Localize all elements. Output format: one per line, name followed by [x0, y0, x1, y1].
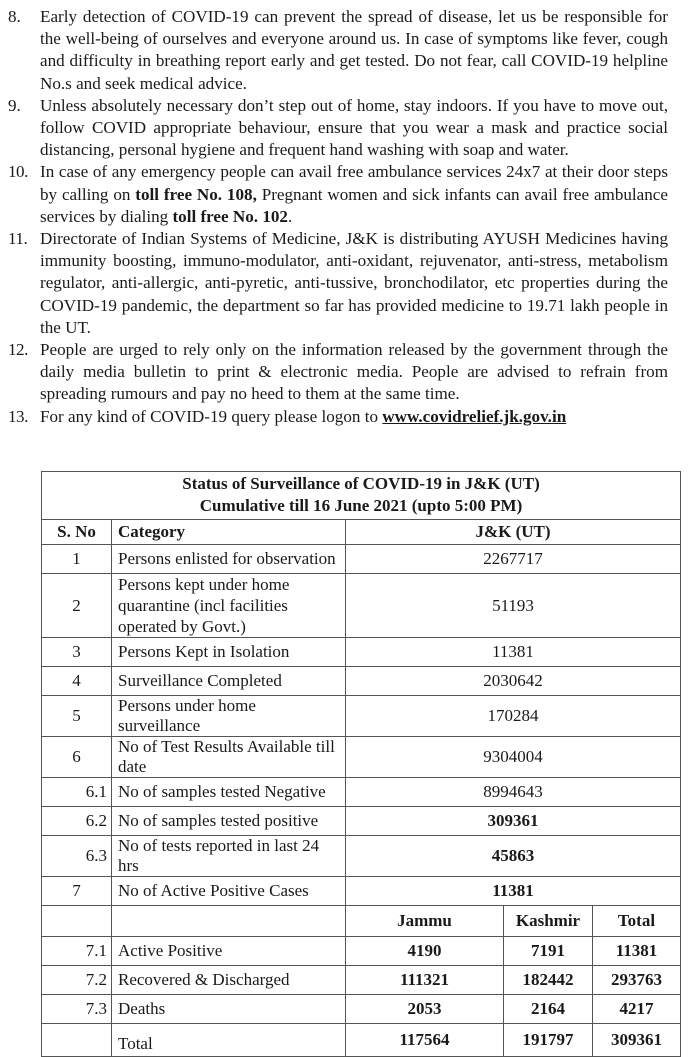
- row-category: Persons enlisted for observation: [112, 545, 346, 574]
- split-rows: [42, 937, 681, 1057]
- row-category: No of samples tested Negative: [112, 778, 346, 807]
- main-rows: [42, 545, 681, 906]
- item-text: In case of any emergency people can avail free ambulance services 24x7 at their door steps by calling on: [40, 162, 668, 204]
- toll-free-102: toll free No. 102: [172, 206, 288, 226]
- covidrelief-link[interactable]: www.covidrelief.jk.gov.in: [382, 406, 567, 426]
- table-header-row: [42, 520, 681, 545]
- region-row: [42, 995, 681, 1024]
- row-sno: 4: [42, 667, 112, 696]
- item-number: 11.: [8, 229, 28, 249]
- advisory-item: [8, 406, 668, 428]
- row-category: Active Positive: [112, 937, 346, 966]
- row-value: 8994643: [346, 778, 681, 807]
- table-row: [42, 696, 681, 737]
- header-kashmir: Kashmir: [504, 906, 593, 937]
- kashmir-value: 191797: [504, 1024, 593, 1057]
- row-sno: 6: [42, 737, 112, 778]
- row-category: No of Active Positive Cases: [112, 877, 346, 906]
- row-sno: 7.1: [42, 937, 112, 966]
- table-title-row: [42, 472, 681, 520]
- row-sno: [42, 1024, 112, 1057]
- region-row: [42, 966, 681, 995]
- total-value: 293763: [593, 966, 681, 995]
- advisory-item: [8, 339, 668, 406]
- row-sno: 6.2: [42, 807, 112, 836]
- advisory-item: [8, 6, 668, 95]
- row-sno: 6.3: [42, 836, 112, 877]
- row-sno: 5: [42, 696, 112, 737]
- row-category: Persons kept under home quarantine (incl facilities operated by Govt.): [112, 574, 346, 638]
- jammu-value: 111321: [346, 966, 504, 995]
- surveillance-status-table: [41, 471, 681, 1057]
- table-row: [42, 667, 681, 696]
- row-value: 170284: [346, 696, 681, 737]
- table-row: [42, 638, 681, 667]
- row-category: Surveillance Completed: [112, 667, 346, 696]
- item-text: .: [287, 206, 293, 226]
- total-value: 309361: [593, 1024, 681, 1057]
- row-value: 11381: [346, 638, 681, 667]
- row-category: No of samples tested positive: [112, 807, 346, 836]
- item-text: For any kind of COVID-19 query please logon to: [40, 406, 383, 426]
- row-category: No of Test Results Available till date: [112, 737, 346, 778]
- table-row: [42, 737, 681, 778]
- advisory-item: [8, 161, 668, 228]
- header-category: Category: [112, 520, 346, 545]
- item-number: 13.: [8, 406, 28, 426]
- item-text: People are urged to rely only on the information released by the government through the daily media bulletin to print & electronic media. People are advised to refrain from spreading rumours and pay no heed to them at the same time.: [40, 340, 668, 404]
- row-value: 51193: [346, 574, 681, 638]
- row-value: 45863: [346, 836, 681, 877]
- total-row: [42, 1024, 681, 1057]
- advisory-item: [8, 95, 668, 162]
- table-row: [42, 836, 681, 877]
- region-row: [42, 937, 681, 966]
- table-title: Status of Surveillance of COVID-19 in J&K (UT): [182, 474, 540, 493]
- row-category: Total: [112, 1024, 346, 1057]
- header-sno: S. No: [42, 520, 112, 545]
- row-value: 2267717: [346, 545, 681, 574]
- total-value: 4217: [593, 995, 681, 1024]
- table-row: [42, 807, 681, 836]
- jammu-value: 4190: [346, 937, 504, 966]
- row-category: No of tests reported in last 24 hrs: [112, 836, 346, 877]
- table-row: [42, 545, 681, 574]
- split-header-row: [42, 906, 681, 937]
- row-sno: 7.2: [42, 966, 112, 995]
- item-number: 9.: [8, 95, 21, 115]
- item-text: Early detection of COVID-19 can prevent the spread of disease, let us be responsible for the well-being of ourselves and everyone around us. In case of symptoms like fever, cough and difficulty in breathing report early and get tested. Do not fear, call COVID-19 helpline No.s and seek medical advice.: [40, 7, 668, 93]
- item-text: Pregnant women and sick infants can avail free ambulance services by dialing: [40, 184, 668, 226]
- table-row: [42, 778, 681, 807]
- table-row: [42, 574, 681, 638]
- kashmir-value: 182442: [504, 966, 593, 995]
- row-category: Deaths: [112, 995, 346, 1024]
- table-row: [42, 877, 681, 906]
- row-sno: 2: [42, 574, 112, 638]
- row-category: Persons Kept in Isolation: [112, 638, 346, 667]
- row-value: 2030642: [346, 667, 681, 696]
- toll-free-108: toll free No. 108,: [135, 184, 257, 204]
- kashmir-value: 7191: [504, 937, 593, 966]
- row-sno: 7: [42, 877, 112, 906]
- jammu-value: 2053: [346, 995, 504, 1024]
- header-total: Total: [593, 906, 681, 937]
- table-subtitle: Cumulative till 16 June 2021 (upto 5:00 PM): [199, 496, 523, 515]
- total-value: 11381: [593, 937, 681, 966]
- item-number: 10.: [8, 162, 28, 182]
- row-value: 11381: [346, 877, 681, 906]
- header-jammu: Jammu: [346, 906, 504, 937]
- item-number: 8.: [8, 7, 21, 26]
- row-sno: 1: [42, 545, 112, 574]
- item-text: Unless absolutely necessary don’t step out of home, stay indoors. If you have to move out, follow COVID appropriate behaviour, ensure that you wear a mask and practice social distancing, personal hygiene and frequent hand washing with soap and water.: [40, 95, 668, 160]
- jammu-value: 117564: [346, 1024, 504, 1057]
- kashmir-value: 2164: [504, 995, 593, 1024]
- row-sno: 3: [42, 638, 112, 667]
- advisory-item: [8, 228, 668, 339]
- row-value: 9304004: [346, 737, 681, 778]
- row-category: Recovered & Discharged: [112, 966, 346, 995]
- item-number: 12.: [8, 340, 28, 360]
- row-value: 309361: [346, 807, 681, 836]
- item-text: Directorate of Indian Systems of Medicine, J&K is distributing AYUSH Medicines having immunity boosting, immuno-modulator, anti-oxidant, rejuvenator, anti-stress, metabolism regulator, anti-allergic, anti-pyretic, anti-tussive, bronchodilator, etc properties during the COVID-19 pandemic, the department so far has provided medicine to 19.71 lakh people in the UT.: [40, 229, 668, 337]
- advisory-list: [8, 6, 668, 428]
- row-sno: 7.3: [42, 995, 112, 1024]
- header-value: J&K (UT): [346, 520, 681, 545]
- row-category: Persons under home surveillance: [112, 696, 346, 737]
- row-sno: 6.1: [42, 778, 112, 807]
